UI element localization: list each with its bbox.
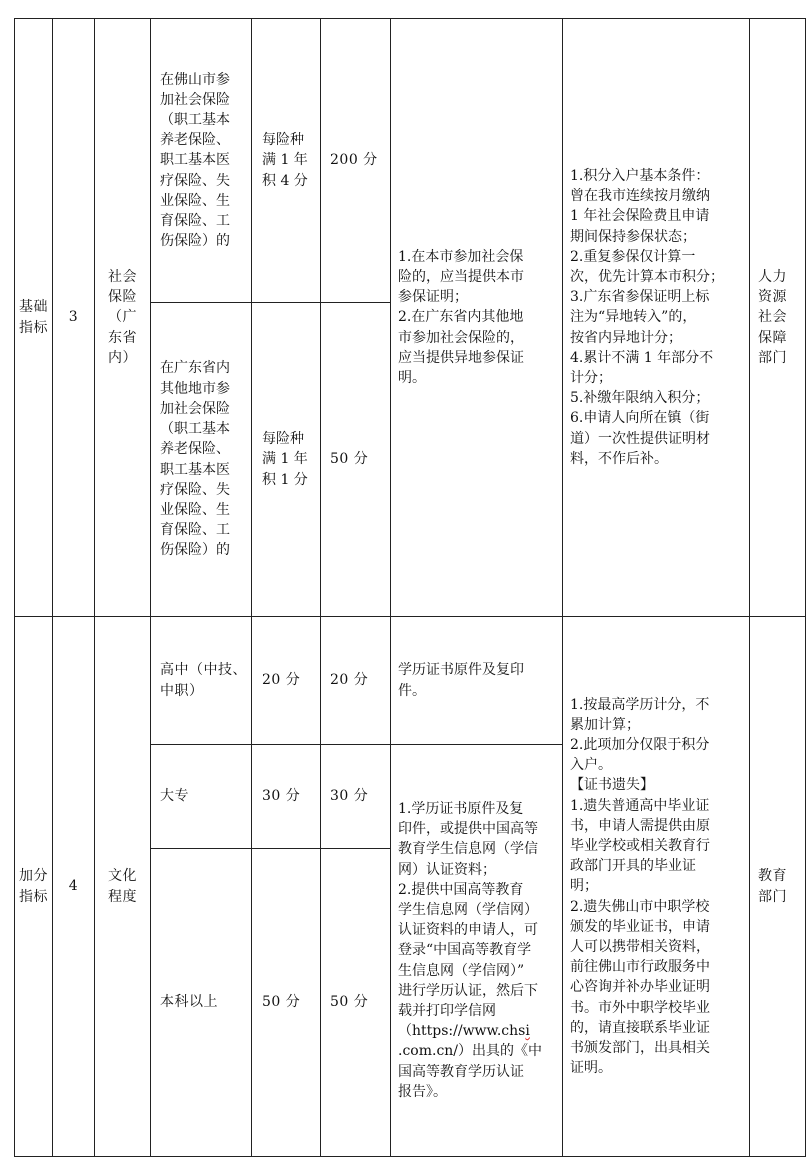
score-cell: 20 分 (330, 672, 369, 689)
score-cell: 50 分 (330, 451, 369, 468)
table-right-border (805, 18, 806, 1157)
score-cell: 50 分 (330, 994, 369, 1011)
column-divider (150, 18, 151, 1157)
standard-cell: 50 分 (262, 994, 301, 1011)
table-bottom-border (14, 1156, 806, 1157)
number-cell: 4 (68, 878, 79, 895)
materials-cell: 1.在本市参加社会保 险的，应当提供本市 参保证明； 2.在广东省内其他地 市参加社会保险的， 应当提供异地参保证 明。 (398, 248, 524, 386)
standard-cell: 每险种 满 1 年 积 4 分 (262, 132, 308, 189)
column-divider (320, 18, 321, 1157)
column-divider (390, 18, 391, 1157)
column-divider (562, 18, 563, 1157)
condition-cell: 在广东省内 其他地市参 加社会保险 （职工基本 养老保险、 职工基本医 疗保险、失 业保险、生 育保险、工 伤保险）的 (160, 360, 230, 559)
materials-cell: 学历证书原件及复印 件。 (398, 662, 524, 699)
department-cell: 人力 资源 社会 保障 部门 (758, 268, 787, 366)
standard-cell: 每险种 满 1 年 积 1 分 (262, 431, 308, 488)
materials-cell (398, 745, 562, 1156)
column-divider (749, 18, 750, 1157)
item-cell: 社会 保险 （广 东省 内） (108, 268, 137, 366)
department-cell: 教育 部门 (758, 868, 787, 905)
item-cell: 文化 程度 (108, 868, 137, 905)
url-fragment: i (525, 1023, 530, 1040)
standard-cell: 20 分 (262, 672, 301, 689)
materials-text (398, 799, 542, 1102)
number-cell: 3 (68, 309, 79, 326)
materials-text-part: 1.学历证书原件及复 印件，或提供中国高等 教育学生信息网（学信 网）认证资料； 2.提供中国高等教育 学生信息网（学信网） 认证资料的申请人，可 登录“中国高等教育学 生信息网（学信网）” 进行学历认证，然后下 载并打印学信网 （https://www.chs (398, 800, 538, 1040)
materials-text-part: .com.cn/）出具的《中 国高等教育学历认证 报告》。 (398, 1043, 543, 1100)
condition-cell: 本科以上 (160, 994, 218, 1011)
condition-cell: 高中（中技、 中职） (160, 662, 247, 699)
notes-cell: 1.按最高学历计分，不 累加计算； 2.此项加分仅限于积分 入户。 【证书遗失】 1.遗失普通高中毕业证 书，申请人需提供由原 毕业学校或相关教育行 政部门开具的毕业证 明； 2.遗失佛山市中职学校 颁发的毕业证书，申请 人可以携带相关资料， 前往佛山市行政服务中 心咨询并补办毕业证明 书。市外中职学校毕业 的，请直接联系毕业证 书颁发部门，出具相关 证明。 (570, 696, 710, 1077)
score-cell: 30 分 (330, 788, 369, 805)
score-cell: 200 分 (330, 152, 378, 169)
condition-cell: 在佛山市参 加社会保险 （职工基本 养老保险、 职工基本医 疗保险、失 业保险、生 育保险、工 伤保险）的 (160, 71, 230, 250)
standard-cell: 30 分 (262, 788, 301, 805)
notes-cell: 1.积分入户基本条件： 曾在我市连续按月缴纳 1 年社会保险费且申请 期间保持参保状态； 2.重复参保仅计算一 次，优先计算本市积分； 3.广东省参保证明上标 注为“异地转入”的， 按省内异地计分； 4.累计不满 1 年部分不 计分； 5.补缴年限纳入积分； 6.申请人向所在镇（街 道）一次性提供证明材 料，不作后补。 (570, 167, 724, 467)
category-cell: 基础 指标 (19, 299, 48, 336)
category-cell: 加分 指标 (19, 868, 48, 905)
condition-cell: 大专 (160, 788, 189, 805)
